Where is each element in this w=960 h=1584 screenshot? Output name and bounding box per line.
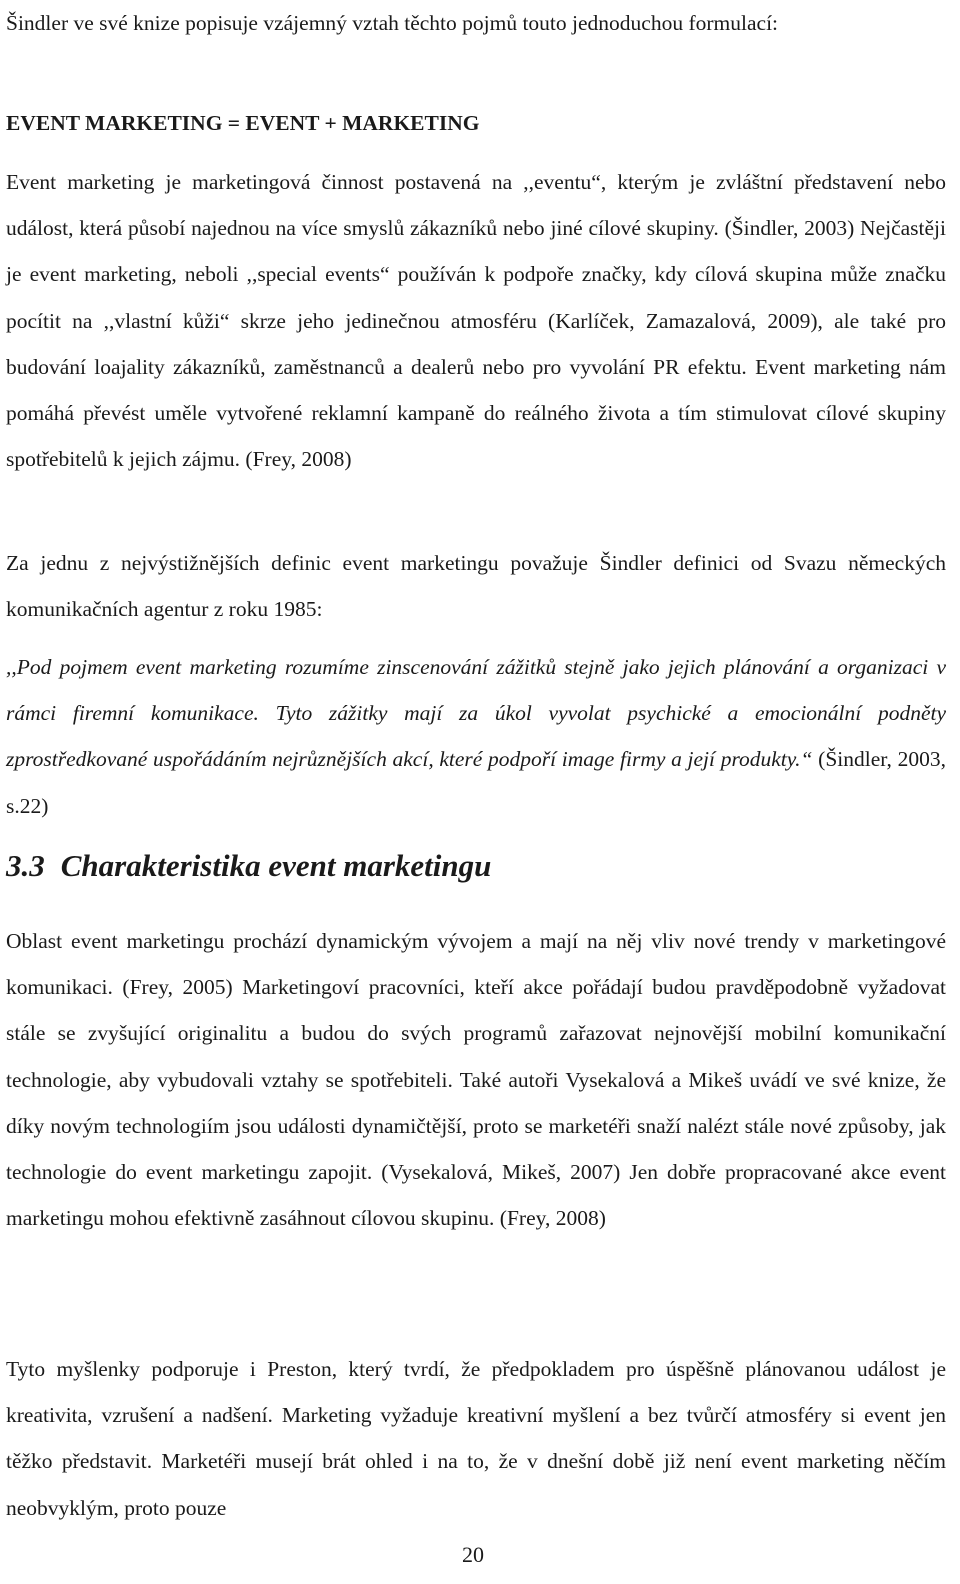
section-title: Charakteristika event marketingu [60, 848, 492, 883]
characteristics-paragraph: Oblast event marketingu prochází dynamickým vývojem a mají na něj vliv nové trendy v marketingové komunikaci. (Frey, 2005) Marketingoví pracovníci, kteří akce pořádají budou pravděpodobně vyžadovat stále se zvyšující originalitu a budou do svých programů zařazovat nejnovější mobilní komunikační technologie, aby vybudovali vztahy se spotřebiteli. Také autoři Vysekalová a Mikeš uvádí ve své knize, že díky novým technologiím jsou události dynamičtější, proto se marketéři snaží nalézt stále nové způsoby, jak technologie do event marketingu zapojit. (Vysekalová, Mikeš, 2007) Jen dobře propracované akce event marketingu mohou efektivně zasáhnout cílovou skupinu. (Frey, 2008) [6, 929, 946, 1231]
section-heading [6, 846, 491, 886]
intro-paragraph: Šindler ve své knize popisuje vzájemný vztah těchto pojmů touto jednoduchou formulací: [6, 11, 779, 35]
document-page [6, 0, 946, 1584]
definition-quote [6, 644, 946, 829]
formula-line: EVENT MARKETING = EVENT + MARKETING [6, 111, 480, 135]
page-number: 20 [462, 1542, 484, 1567]
quote-text: ,,Pod pojmem event marketing rozumíme zinscenování zážitků stejně jako jejich plánování a organizaci v rámci firemní komunikace. Tyto zážitky mají za úkol vyvolat psychické a emocionální podněty zprostředkované uspořádáním nejrůznějších akcí, které podpoří image firmy a její produkty.“ [6, 655, 946, 772]
event-marketing-paragraph: Event marketing je marketingová činnost postavená na ,,eventu“, kterým je zvláštní představení nebo událost, která působí najednou na více smyslů zákazníků nebo jiné cílové skupiny. (Šindler, 2003) Nejčastěji je event marketing, neboli ,,special events“ používán k podpoře značky, kdy cílová skupina může značku pocítit na ,,vlastní kůži“ skrze jeho jedinečnou atmosféru (Karlíček, Zamazalová, 2009), ale také pro budování loajality zákazníků, zaměstnanců a dealerů nebo pro vyvolání PR efektu. Event marketing nám pomáhá převést uměle vytvořené reklamní kampaně do reálného života a tím stimulovat cílové skupiny spotřebitelů k jejich zájmu. (Frey, 2008) [6, 170, 946, 472]
section-number: 3.3 [6, 848, 45, 883]
definition-intro-paragraph: Za jednu z nejvýstižnějších definic event marketingu považuje Šindler definici od Svazu německých komunikačních agentur z roku 1985: [6, 551, 946, 622]
preston-paragraph: Tyto myšlenky podporuje i Preston, který tvrdí, že předpokladem pro úspěšně plánovanou událost je kreativita, vzrušení a nadšení. Marketing vyžaduje kreativní myšlení a bez tvůrčí atmosféry si event jen těžko představit. Marketéři musejí brát ohled i na to, že v dnešní době již není event marketing něčím neobvyklým, proto pouze [6, 1357, 946, 1520]
quote-citation: (Šindler, 2003, s.22) [6, 747, 946, 818]
